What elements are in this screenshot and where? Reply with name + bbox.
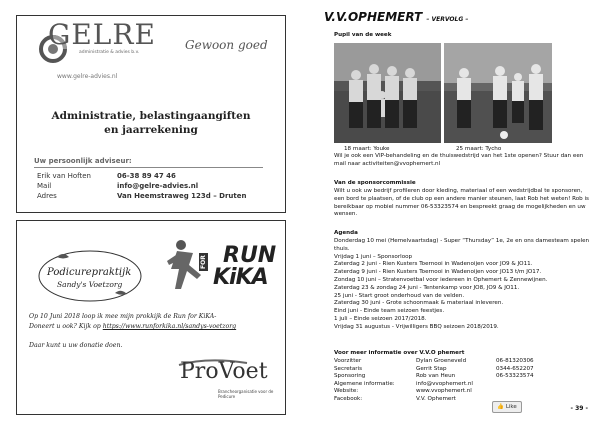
- agenda-item: 1 juli – Einde seizoen 2017/2018.: [334, 315, 427, 322]
- title-suffix: – VERVOLG –: [426, 16, 469, 23]
- gelre-headline: [17, 109, 285, 137]
- agenda-item: Zaterdag 30 juni - Grote schoonmaak & materiaal inleveren.: [334, 300, 504, 307]
- table-row: [334, 388, 574, 396]
- sponsor-text: Wilt u ook uw bedrijf profileren door kleding, materiaal of een wedstrijdbal te sponsoren, een bord te plaatsen, of de club op een andere manier steunen, laat Rob het weten! Rob is bereikbaar op mobiel nummer 06-53323574 en bespreekt graag de mogelijkheden en uw wensen.: [334, 188, 589, 218]
- contact-name: Gerrit Stap: [416, 365, 447, 372]
- contact-role: Sponsoring: [334, 373, 366, 380]
- contact-row: [37, 171, 275, 181]
- agenda-item: Zaterdag 2 juni - Rien Kusters Toernooi in Wadenoijen voor JO9 & JO11.: [334, 261, 533, 268]
- run-logo-for: FOR: [200, 255, 207, 269]
- agenda-list: [334, 238, 592, 332]
- gelre-website: www.gelre-advies.nl: [57, 73, 118, 80]
- team-photo-icon: [334, 43, 441, 143]
- run-text-prefix: Doneert u ook? Kijk op: [29, 323, 101, 330]
- photo-caption: 25 maart: Tycho: [456, 146, 502, 152]
- contact-phone: 06-53323574: [496, 373, 534, 380]
- run-for-kika-advertisement: [16, 220, 286, 415]
- gelre-headline-line: Administratie, belastingaangiften: [51, 110, 251, 122]
- contact-label: Mail: [37, 182, 52, 190]
- thumbs-up-icon: 👍: [497, 404, 505, 410]
- pupil-photos: [334, 43, 552, 143]
- gelre-advisor-label: Uw persoonlijk adviseur:: [34, 157, 132, 165]
- table-row: [334, 396, 574, 404]
- run-for-kika-text: [29, 312, 277, 351]
- contact-label: Adres: [37, 192, 57, 200]
- photo-caption: 18 maart: Youke: [344, 146, 390, 152]
- donation-link[interactable]: https://www.runforkika.nl/sandys-voetzorg: [102, 323, 237, 330]
- contact-facebook: V.V. Ophemert: [416, 395, 456, 402]
- contact-role: Website:: [334, 388, 359, 395]
- contact-value: Van Heemstraweg 123d – Druten: [117, 192, 247, 200]
- contact-value: 06-38 89 47 46: [117, 172, 176, 180]
- team-photo-icon: [444, 43, 552, 143]
- agenda-item: Zaterdag 9 juni - Rien Kusters Toernooi in Wadenoijen voor JO13 t/m JO17.: [334, 269, 542, 276]
- pupil-photo: [444, 43, 552, 143]
- contact-role: Secretaris: [334, 365, 363, 372]
- contact-label: Erik van Hoften: [37, 172, 91, 180]
- contact-row: [37, 191, 275, 201]
- gelre-logo-text: GELRE: [48, 18, 156, 51]
- contact-row: [37, 181, 275, 191]
- sponsor-heading: Van de sponsorcommissie: [334, 180, 416, 186]
- pupil-heading: Pupil van de week: [334, 32, 392, 38]
- table-row: [334, 366, 574, 374]
- run-logo-run: RUN: [223, 243, 277, 268]
- gelre-contact-list: [37, 171, 275, 201]
- contact-name: Rob van Heun: [416, 373, 456, 380]
- contact-website[interactable]: www.vvophemert.nl: [416, 388, 472, 395]
- run-text-line: Op 10 Juni 2018 loop ik mee mijn prokkijk de Run for KiKA-: [29, 313, 217, 320]
- contact-name: Dylan Groeneveld: [416, 358, 467, 364]
- agenda-item: Vrijdag 1 juni – Sponsorloop: [334, 253, 413, 260]
- agenda-item: Eind juni - Einde team seizoen feestjes.: [334, 308, 445, 315]
- agenda-item: Zaterdag 23 & zondag 24 juni - Tentenkamp voor JO8, JO9 & JO11.: [334, 284, 520, 291]
- like-label: Like: [505, 404, 517, 410]
- contact-heading: Voor meer informatie over V.V.O phemert: [334, 350, 465, 356]
- pedicure-name: Podicurepraktijk: [47, 267, 132, 278]
- contact-role: Voorzitter: [334, 358, 362, 364]
- contact-table: [334, 358, 574, 404]
- pupil-text: Wil je ook een VIP-behandeling en de thuiswedstrijd van het 1ste openen? Stuur dan een mail naar activiteiten@vvophemert.nl: [334, 153, 584, 167]
- facebook-like-button: [492, 401, 522, 413]
- divider: [34, 167, 263, 168]
- contact-role: Algemene informatie:: [334, 380, 395, 387]
- page-number: - 39 -: [570, 405, 588, 412]
- agenda-item: Vrijdag 31 augustus - Vrijwilligers BBQ seizoen 2018/2019.: [334, 323, 499, 330]
- contact-value: info@gelre-advies.nl: [117, 182, 199, 190]
- agenda-item: Donderdag 10 mei (Hemelvaartsdag) - Super “Thursday” 1e, 2e en ons damesteam spelen thuis.: [334, 238, 590, 252]
- contact-phone: 0344-652207: [496, 365, 534, 372]
- agenda-heading: Agenda: [334, 230, 358, 236]
- pedicure-subname: Sandy's Voetzorg: [57, 280, 123, 289]
- gelre-slogan: Gewoon goed: [185, 38, 268, 52]
- club-name: V.V.OPHEMERT: [324, 10, 423, 24]
- gelre-advertisement: [16, 15, 286, 213]
- contact-phone: 06-81320306: [496, 358, 534, 364]
- contact-role: Facebook:: [334, 395, 363, 402]
- agenda-item: Zondag 10 juni – Stratenvoetbal voor iedereen in Ophemert & Zennewijnen.: [334, 276, 548, 283]
- run-logo-kika: KiKA: [213, 265, 268, 290]
- contact-email[interactable]: info@vvophemert.nl: [416, 380, 473, 387]
- run-text-line: [29, 322, 277, 332]
- agenda-item: 25 juni - Start groot onderhoud van de velden.: [334, 292, 465, 299]
- provoet-subtext: Brancheorganisatie voor de Pedicure: [218, 389, 274, 399]
- table-row: [334, 358, 574, 366]
- right-page: [300, 0, 600, 425]
- provoet-logo-text: ProVoet: [180, 359, 268, 384]
- run-text-line: Daar kunt u uw donatie doen.: [29, 342, 123, 349]
- pupil-photo: [334, 43, 441, 143]
- gelre-logo-subtext: administratie & advies b.v.: [79, 50, 140, 55]
- page-title: [324, 10, 468, 24]
- gelre-headline-line: en jaarrekening: [104, 124, 198, 136]
- table-row: [334, 373, 574, 381]
- table-row: [334, 381, 574, 389]
